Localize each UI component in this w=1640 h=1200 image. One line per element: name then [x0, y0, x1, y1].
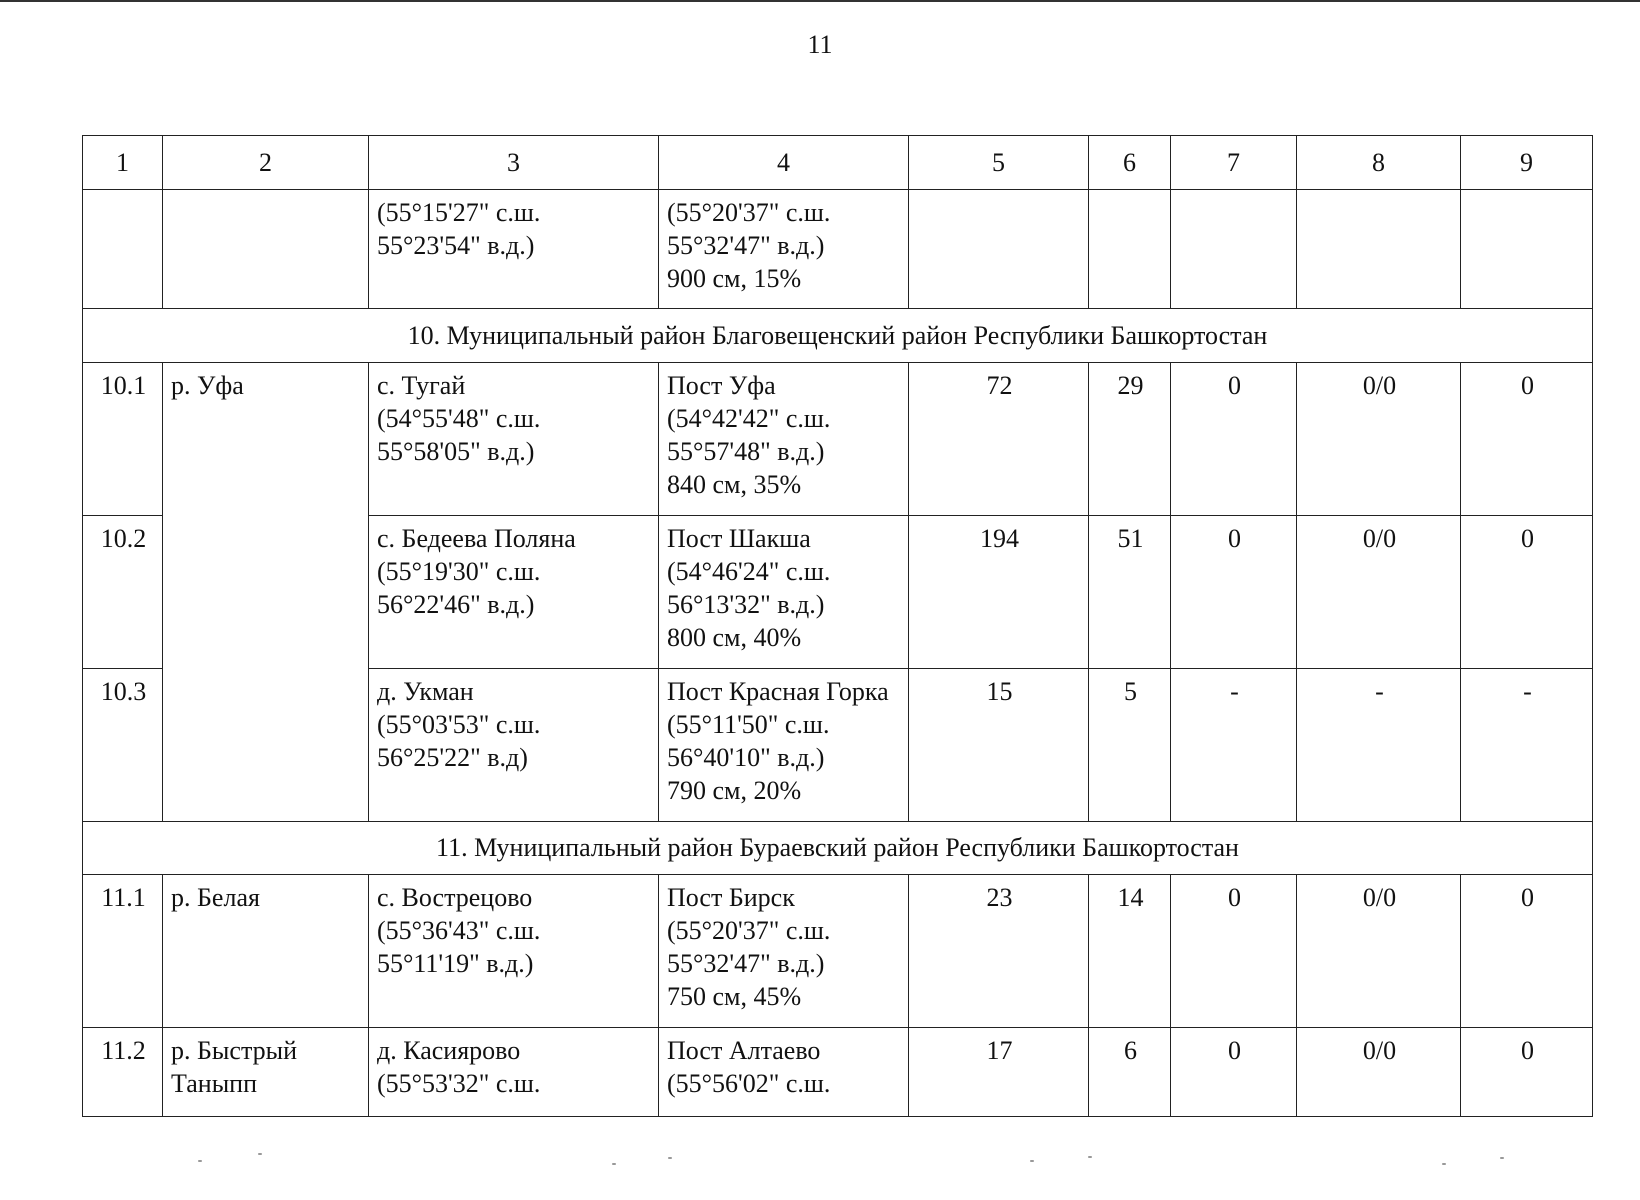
- data-table: [82, 135, 1593, 1117]
- table-row: [83, 363, 1593, 516]
- cell-gauge-post: Пост Шакша (54°46'24" с.ш. 56°13'32" в.д.) 800 см, 40%: [659, 515, 909, 668]
- column-header: 3: [369, 136, 659, 190]
- cell-col7: -: [1171, 668, 1297, 821]
- table-row: [83, 189, 1593, 309]
- table-row: [83, 875, 1593, 1028]
- scan-speck: [1088, 1156, 1092, 1158]
- section-row: [83, 821, 1593, 875]
- cell-col7: 0: [1171, 363, 1297, 516]
- cell-col7: [1171, 189, 1297, 309]
- cell-col5: 23: [909, 875, 1089, 1028]
- cell-settlement: (55°15'27" с.ш. 55°23'54" в.д.): [369, 189, 659, 309]
- cell-col7: 0: [1171, 515, 1297, 668]
- cell-col9: 0: [1461, 515, 1593, 668]
- scan-speck: [198, 1160, 202, 1162]
- cell-number: 11.1: [83, 875, 163, 1028]
- column-header: 7: [1171, 136, 1297, 190]
- scan-speck: [612, 1163, 616, 1165]
- cell-settlement: с. Тугай (54°55'48" с.ш. 55°58'05" в.д.): [369, 363, 659, 516]
- scan-speck: [1442, 1163, 1446, 1165]
- cell-col9: 0: [1461, 1028, 1593, 1117]
- cell-col5: [909, 189, 1089, 309]
- section-title: 11. Муниципальный район Бураевский район Республики Башкортостан: [83, 821, 1593, 875]
- cell-gauge-post: (55°20'37" с.ш. 55°32'47" в.д.) 900 см, 15%: [659, 189, 909, 309]
- cell-col6: 5: [1089, 668, 1171, 821]
- column-header: 1: [83, 136, 163, 190]
- column-header: 9: [1461, 136, 1593, 190]
- cell-col5: 15: [909, 668, 1089, 821]
- cell-col8: 0/0: [1297, 363, 1461, 516]
- cell-col7: 0: [1171, 1028, 1297, 1117]
- column-header: 5: [909, 136, 1089, 190]
- cell-col8: -: [1297, 668, 1461, 821]
- cell-river: [163, 189, 369, 309]
- section-title: 10. Муниципальный район Благовещенский район Республики Башкортостан: [83, 309, 1593, 363]
- cell-col6: 6: [1089, 1028, 1171, 1117]
- cell-number: 10.1: [83, 363, 163, 516]
- cell-col6: [1089, 189, 1171, 309]
- cell-col6: 51: [1089, 515, 1171, 668]
- cell-settlement: с. Вострецово (55°36'43" с.ш. 55°11'19" в.д.): [369, 875, 659, 1028]
- cell-river: р. Белая: [163, 875, 369, 1028]
- cell-number: 10.3: [83, 668, 163, 821]
- cell-number: [83, 189, 163, 309]
- column-header: 8: [1297, 136, 1461, 190]
- cell-river: р. Быстрый Таныпп: [163, 1028, 369, 1117]
- cell-col5: 194: [909, 515, 1089, 668]
- cell-gauge-post: Пост Красная Горка (55°11'50" с.ш. 56°40'10" в.д.) 790 см, 20%: [659, 668, 909, 821]
- cell-col6: 14: [1089, 875, 1171, 1028]
- cell-col8: [1297, 189, 1461, 309]
- cell-gauge-post: Пост Алтаево (55°56'02" с.ш.: [659, 1028, 909, 1117]
- page-number: 11: [807, 30, 833, 59]
- cell-col8: 0/0: [1297, 1028, 1461, 1117]
- cell-gauge-post: Пост Уфа (54°42'42" с.ш. 55°57'48" в.д.) 840 см, 35%: [659, 363, 909, 516]
- cell-settlement: с. Бедеева Поляна (55°19'30" с.ш. 56°22'46" в.д.): [369, 515, 659, 668]
- cell-settlement: д. Укман (55°03'53" с.ш. 56°25'22" в.д): [369, 668, 659, 821]
- cell-col9: 0: [1461, 363, 1593, 516]
- cell-number: 11.2: [83, 1028, 163, 1117]
- cell-gauge-post: Пост Бирск (55°20'37" с.ш. 55°32'47" в.д.) 750 см, 45%: [659, 875, 909, 1028]
- scan-speck: [1030, 1160, 1034, 1162]
- section-row: [83, 309, 1593, 363]
- cell-col5: 72: [909, 363, 1089, 516]
- cell-col8: 0/0: [1297, 515, 1461, 668]
- cell-col6: 29: [1089, 363, 1171, 516]
- cell-col9: -: [1461, 668, 1593, 821]
- cell-col7: 0: [1171, 875, 1297, 1028]
- column-header: 4: [659, 136, 909, 190]
- cell-col5: 17: [909, 1028, 1089, 1117]
- scan-speck: [668, 1157, 672, 1159]
- table-row: [83, 1028, 1593, 1117]
- cell-col9: 0: [1461, 875, 1593, 1028]
- column-header: 6: [1089, 136, 1171, 190]
- page-top-border: [0, 0, 1640, 2]
- cell-settlement: д. Касиярово (55°53'32" с.ш.: [369, 1028, 659, 1117]
- scan-speck: [1500, 1157, 1504, 1159]
- cell-col8: 0/0: [1297, 875, 1461, 1028]
- cell-river: р. Уфа: [163, 363, 369, 821]
- header-row: [83, 136, 1593, 190]
- cell-number: 10.2: [83, 515, 163, 668]
- cell-col9: [1461, 189, 1593, 309]
- scan-speck: [258, 1153, 262, 1155]
- column-header: 2: [163, 136, 369, 190]
